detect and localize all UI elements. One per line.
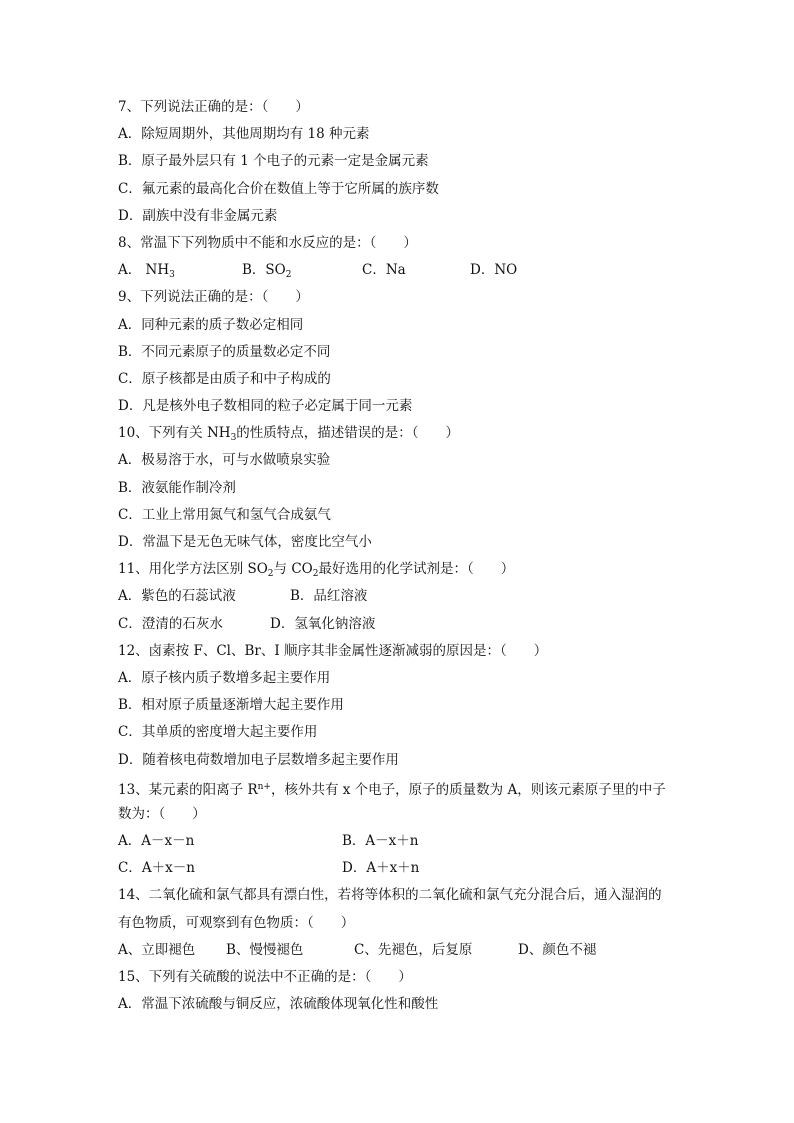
- question-14-option-b: B、慢慢褪色: [226, 941, 304, 958]
- question-10-option-c: C．工业上常用氮气和氢气合成氨气: [118, 506, 331, 523]
- question-14-stem-continued: 有色物质，可观察到有色物质：（ ）: [118, 914, 355, 931]
- question-7-option-b: B．原子最外层只有 1 个电子的元素一定是金属元素: [118, 153, 429, 170]
- question-11-option-c: C．澄清的石灰水: [118, 615, 223, 632]
- question-12-option-b: B．相对原子质量逐渐增大起主要作用: [118, 697, 344, 714]
- question-7-option-c: C．氟元素的最高化合价在数值上等于它所属的族序数: [118, 180, 439, 197]
- question-7-option-a: A．除短周期外，其他周期均有 18 种元素: [118, 126, 370, 143]
- question-13-options-row2: [118, 855, 688, 882]
- question-13-option-a: A．A－x－n: [118, 833, 195, 850]
- question-11-option-d: D．氢氧化钠溶液: [270, 615, 376, 632]
- question-10-option-a: A．极易溶于水，可与水做喷泉实验: [118, 452, 331, 469]
- question-13-stem: 13、某元素的阳离子 $R^{n+}$，核外共有 x 个电子，原子的质量数为 A，则该元素原子里的中子: [118, 781, 666, 798]
- question-9-option-d: D．凡是核外电子数相同的粒子必定属于同一元素: [118, 398, 413, 415]
- question-14-stem: 14、二氧化硫和氯气都具有漂白性，若将等体积的二氧化硫和氯气充分混合后，通入湿润的: [118, 887, 662, 904]
- question-15-stem: 15、下列有关硫酸的说法中不正确的是：（ ）: [118, 969, 412, 985]
- question-7-option-d: D．副族中没有非金属元素: [118, 207, 278, 224]
- question-15-option-a: A．常温下浓硫酸与铜反应，浓硫酸体现氧化性和酸性: [118, 996, 439, 1013]
- question-8-stem: 8、常温下下列物质中不能和水反应的是：（ ）: [118, 234, 417, 251]
- question-9-option-a: A．同种元素的质子数必定相同: [118, 316, 304, 333]
- question-13-options-row1: [118, 828, 688, 855]
- question-8-option-b: B．$SO_2$: [242, 262, 292, 281]
- question-13-option-b: B．A－x＋n: [342, 833, 419, 850]
- question-8-option-c: C．Na: [362, 262, 406, 279]
- question-13-option-d: D．A＋x＋n: [342, 860, 420, 877]
- question-14-option-a: A、立即褪色: [118, 941, 196, 958]
- question-11-stem: 11、用化学方法区别 $SO_2$与 $CO_2$最好选用的化学试剂是：（ ）: [118, 561, 515, 580]
- question-11-option-b: B．品红溶液: [290, 588, 368, 605]
- question-12-stem: 12、卤素按 F、Cl、Br、I 顺序其非金属性逐渐减弱的原因是：（ ）: [118, 642, 548, 659]
- question-11-options-row1: [118, 583, 688, 610]
- question-10-option-d: D．常温下是无色无味气体，密度比空气小: [118, 534, 372, 550]
- question-10-option-b: B．液氨能作制冷剂: [118, 479, 236, 496]
- question-10-stem: 10、下列有关 $NH_3$的性质特点，描述错误的是：（ ）: [118, 425, 460, 444]
- question-12-option-a: A．原子核内质子数增多起主要作用: [118, 669, 331, 686]
- question-14-options: [118, 937, 688, 964]
- question-11-options-row2: [118, 611, 688, 638]
- question-8-option-d: D．NO: [470, 262, 518, 279]
- question-7-stem: 7、下列说法正确的是：（ ）: [118, 99, 309, 115]
- question-8-options: [118, 257, 688, 284]
- question-13-stem-continued: 数为：（ ）: [118, 805, 206, 822]
- question-12-option-d: D．随着核电荷数增加电子层数增多起主要作用: [118, 751, 399, 768]
- question-14-option-d: D、颜色不褪: [518, 941, 597, 958]
- question-8-option-a: A． $NH_3$: [118, 262, 175, 281]
- question-12-option-c: C．其单质的密度增大起主要作用: [118, 724, 318, 741]
- question-9-option-b: B．不同元素原子的质量数必定不同: [118, 343, 331, 360]
- question-13-option-c: C．A＋x－n: [118, 860, 195, 877]
- question-9-stem: 9、下列说法正确的是：（ ）: [118, 289, 309, 306]
- question-list: [118, 94, 688, 1018]
- question-14-option-c: C、先褪色，后复原: [354, 941, 473, 958]
- question-11-option-a: A．紫色的石蕊试液: [118, 588, 236, 605]
- question-9-option-c: C．原子核都是由质子和中子构成的: [118, 370, 331, 387]
